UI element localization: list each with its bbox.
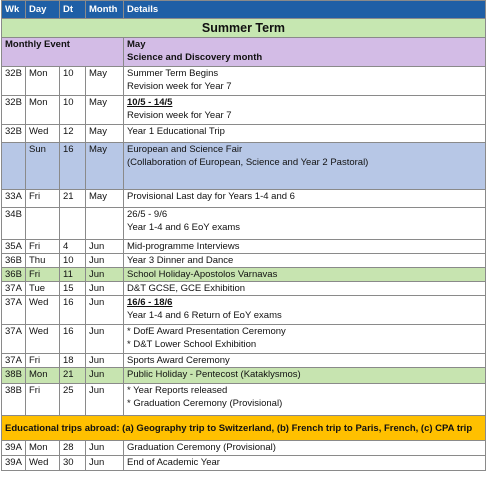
cell-details [124,67,486,96]
detail-line: Revision week for Year 7 [127,81,232,92]
cell-day: Fri [26,354,60,368]
cell-month: Jun [86,368,124,384]
detail-line: Mid-programme Interviews [127,241,240,252]
table-row [2,268,486,282]
header-day: Day [26,1,60,19]
detail-line: 26/5 - 9/6 [127,209,168,220]
cell-month: Jun [86,384,124,416]
detail-line: Provisional Last day for Years 1-4 and 6 [127,191,295,202]
detail-line: European and Science Fair [127,144,243,155]
cell-wk: 39A [2,441,26,456]
detail-line: Revision week for Year 7 [127,110,232,121]
cell-month: Jun [86,282,124,296]
table-row [2,240,486,254]
cell-wk: 35A [2,240,26,254]
cell-month: Jun [86,456,124,471]
cell-wk: 38B [2,368,26,384]
monthly-event-row [2,38,486,67]
cell-day: Wed [26,125,60,143]
detail-heading: 10/5 - 14/5 [127,97,173,108]
cell-day: Sun [26,143,60,190]
cell-dt: 12 [60,125,86,143]
cell-month: Jun [86,268,124,282]
monthly-event-theme: Science and Discovery month [127,52,263,63]
cell-wk: 37A [2,296,26,325]
trips-banner: Educational trips abroad: (a) Geography trip to Switzerland, (b) French trip to Paris, French, (c) CPA trip [2,416,486,441]
table-row [2,190,486,208]
cell-day: Wed [26,456,60,471]
cell-month: Jun [86,325,124,354]
cell-wk [2,143,26,190]
cell-dt: 25 [60,384,86,416]
detail-line: Year 1 Educational Trip [127,126,225,137]
cell-details [124,368,486,384]
term-title-row [2,19,486,38]
cell-month: Jun [86,254,124,268]
cell-details [124,456,486,471]
cell-dt: 18 [60,354,86,368]
cell-dt: 16 [60,296,86,325]
detail-line: * Graduation Ceremony (Provisional) [127,398,283,409]
header-row [2,1,486,19]
cell-dt [60,208,86,240]
cell-month: Jun [86,441,124,456]
cell-details [124,190,486,208]
monthly-event-label: Monthly Event [2,38,124,67]
cell-month: Jun [86,240,124,254]
detail-line: Sports Award Ceremony [127,355,230,366]
cell-details [124,240,486,254]
cell-day: Mon [26,96,60,125]
cell-month: May [86,190,124,208]
monthly-event-details [124,38,486,67]
cell-details [124,441,486,456]
table-row [2,368,486,384]
cell-day: Wed [26,325,60,354]
cell-dt: 10 [60,67,86,96]
table-row [2,67,486,96]
table-row [2,354,486,368]
detail-line: * Year Reports released [127,385,228,396]
detail-line: Graduation Ceremony (Provisional) [127,442,276,453]
cell-dt: 11 [60,268,86,282]
detail-line: School Holiday-Apostolos Varnavas [127,269,278,280]
table-row [2,456,486,471]
cell-wk: 32B [2,67,26,96]
cell-wk: 32B [2,96,26,125]
cell-wk: 39A [2,456,26,471]
cell-month [86,208,124,240]
cell-day: Mon [26,368,60,384]
table-row [2,96,486,125]
cell-details [124,208,486,240]
cell-month: May [86,125,124,143]
cell-month: Jun [86,354,124,368]
detail-line: D&T GCSE, GCE Exhibition [127,283,246,294]
cell-day: Mon [26,67,60,96]
table-row [2,296,486,325]
cell-wk: 37A [2,325,26,354]
detail-line: Public Holiday - Pentecost (Kataklysmos) [127,369,301,380]
cell-details [124,96,486,125]
cell-month: May [86,67,124,96]
detail-line: Summer Term Begins [127,68,219,79]
cell-day: Mon [26,441,60,456]
cell-details [124,296,486,325]
cell-wk: 37A [2,282,26,296]
cell-details [124,384,486,416]
cell-dt: 21 [60,368,86,384]
header-wk: Wk [2,1,26,19]
cell-day: Fri [26,190,60,208]
detail-line: Year 1-4 and 6 Return of EoY exams [127,310,282,321]
cell-day: Fri [26,268,60,282]
table-row [2,143,486,190]
cell-wk: 36B [2,254,26,268]
detail-line: Year 1-4 and 6 EoY exams [127,222,241,233]
table-row [2,208,486,240]
cell-details [124,143,486,190]
cell-dt: 16 [60,143,86,190]
cell-month: Jun [86,296,124,325]
cell-dt: 16 [60,325,86,354]
cell-details [124,125,486,143]
detail-line: Year 3 Dinner and Dance [127,255,234,266]
cell-details [124,254,486,268]
table-row [2,441,486,456]
event-rows [2,67,486,416]
detail-line: (Collaboration of European, Science and Year 2 Pastoral) [127,157,369,168]
cell-details [124,354,486,368]
table-row [2,325,486,354]
cell-details [124,282,486,296]
cell-day: Wed [26,296,60,325]
cell-wk: 33A [2,190,26,208]
table-row [2,254,486,268]
table-row [2,125,486,143]
cell-wk: 38B [2,384,26,416]
cell-wk: 37A [2,354,26,368]
cell-day [26,208,60,240]
cell-dt: 10 [60,96,86,125]
cell-dt: 15 [60,282,86,296]
term-title: Summer Term [2,19,486,38]
cell-day: Fri [26,240,60,254]
final-rows [2,441,486,471]
trips-banner-row [2,416,486,441]
cell-details [124,268,486,282]
cell-month: May [86,143,124,190]
header-details: Details [124,1,486,19]
cell-day: Fri [26,384,60,416]
calendar-table [1,0,486,471]
cell-dt: 10 [60,254,86,268]
cell-details [124,325,486,354]
cell-dt: 21 [60,190,86,208]
header-month: Month [86,1,124,19]
monthly-event-month: May [127,39,146,50]
detail-line: End of Academic Year [127,457,220,468]
cell-dt: 28 [60,441,86,456]
detail-line: * D&T Lower School Exhibition [127,339,257,350]
table-row [2,384,486,416]
cell-dt: 4 [60,240,86,254]
cell-day: Tue [26,282,60,296]
cell-wk: 32B [2,125,26,143]
cell-day: Thu [26,254,60,268]
cell-dt: 30 [60,456,86,471]
table-row [2,282,486,296]
detail-heading: 16/6 - 18/6 [127,297,173,308]
cell-wk: 36B [2,268,26,282]
cell-wk: 34B [2,208,26,240]
header-dt: Dt [60,1,86,19]
detail-line: * DofE Award Presentation Ceremony [127,326,286,337]
cell-month: May [86,96,124,125]
